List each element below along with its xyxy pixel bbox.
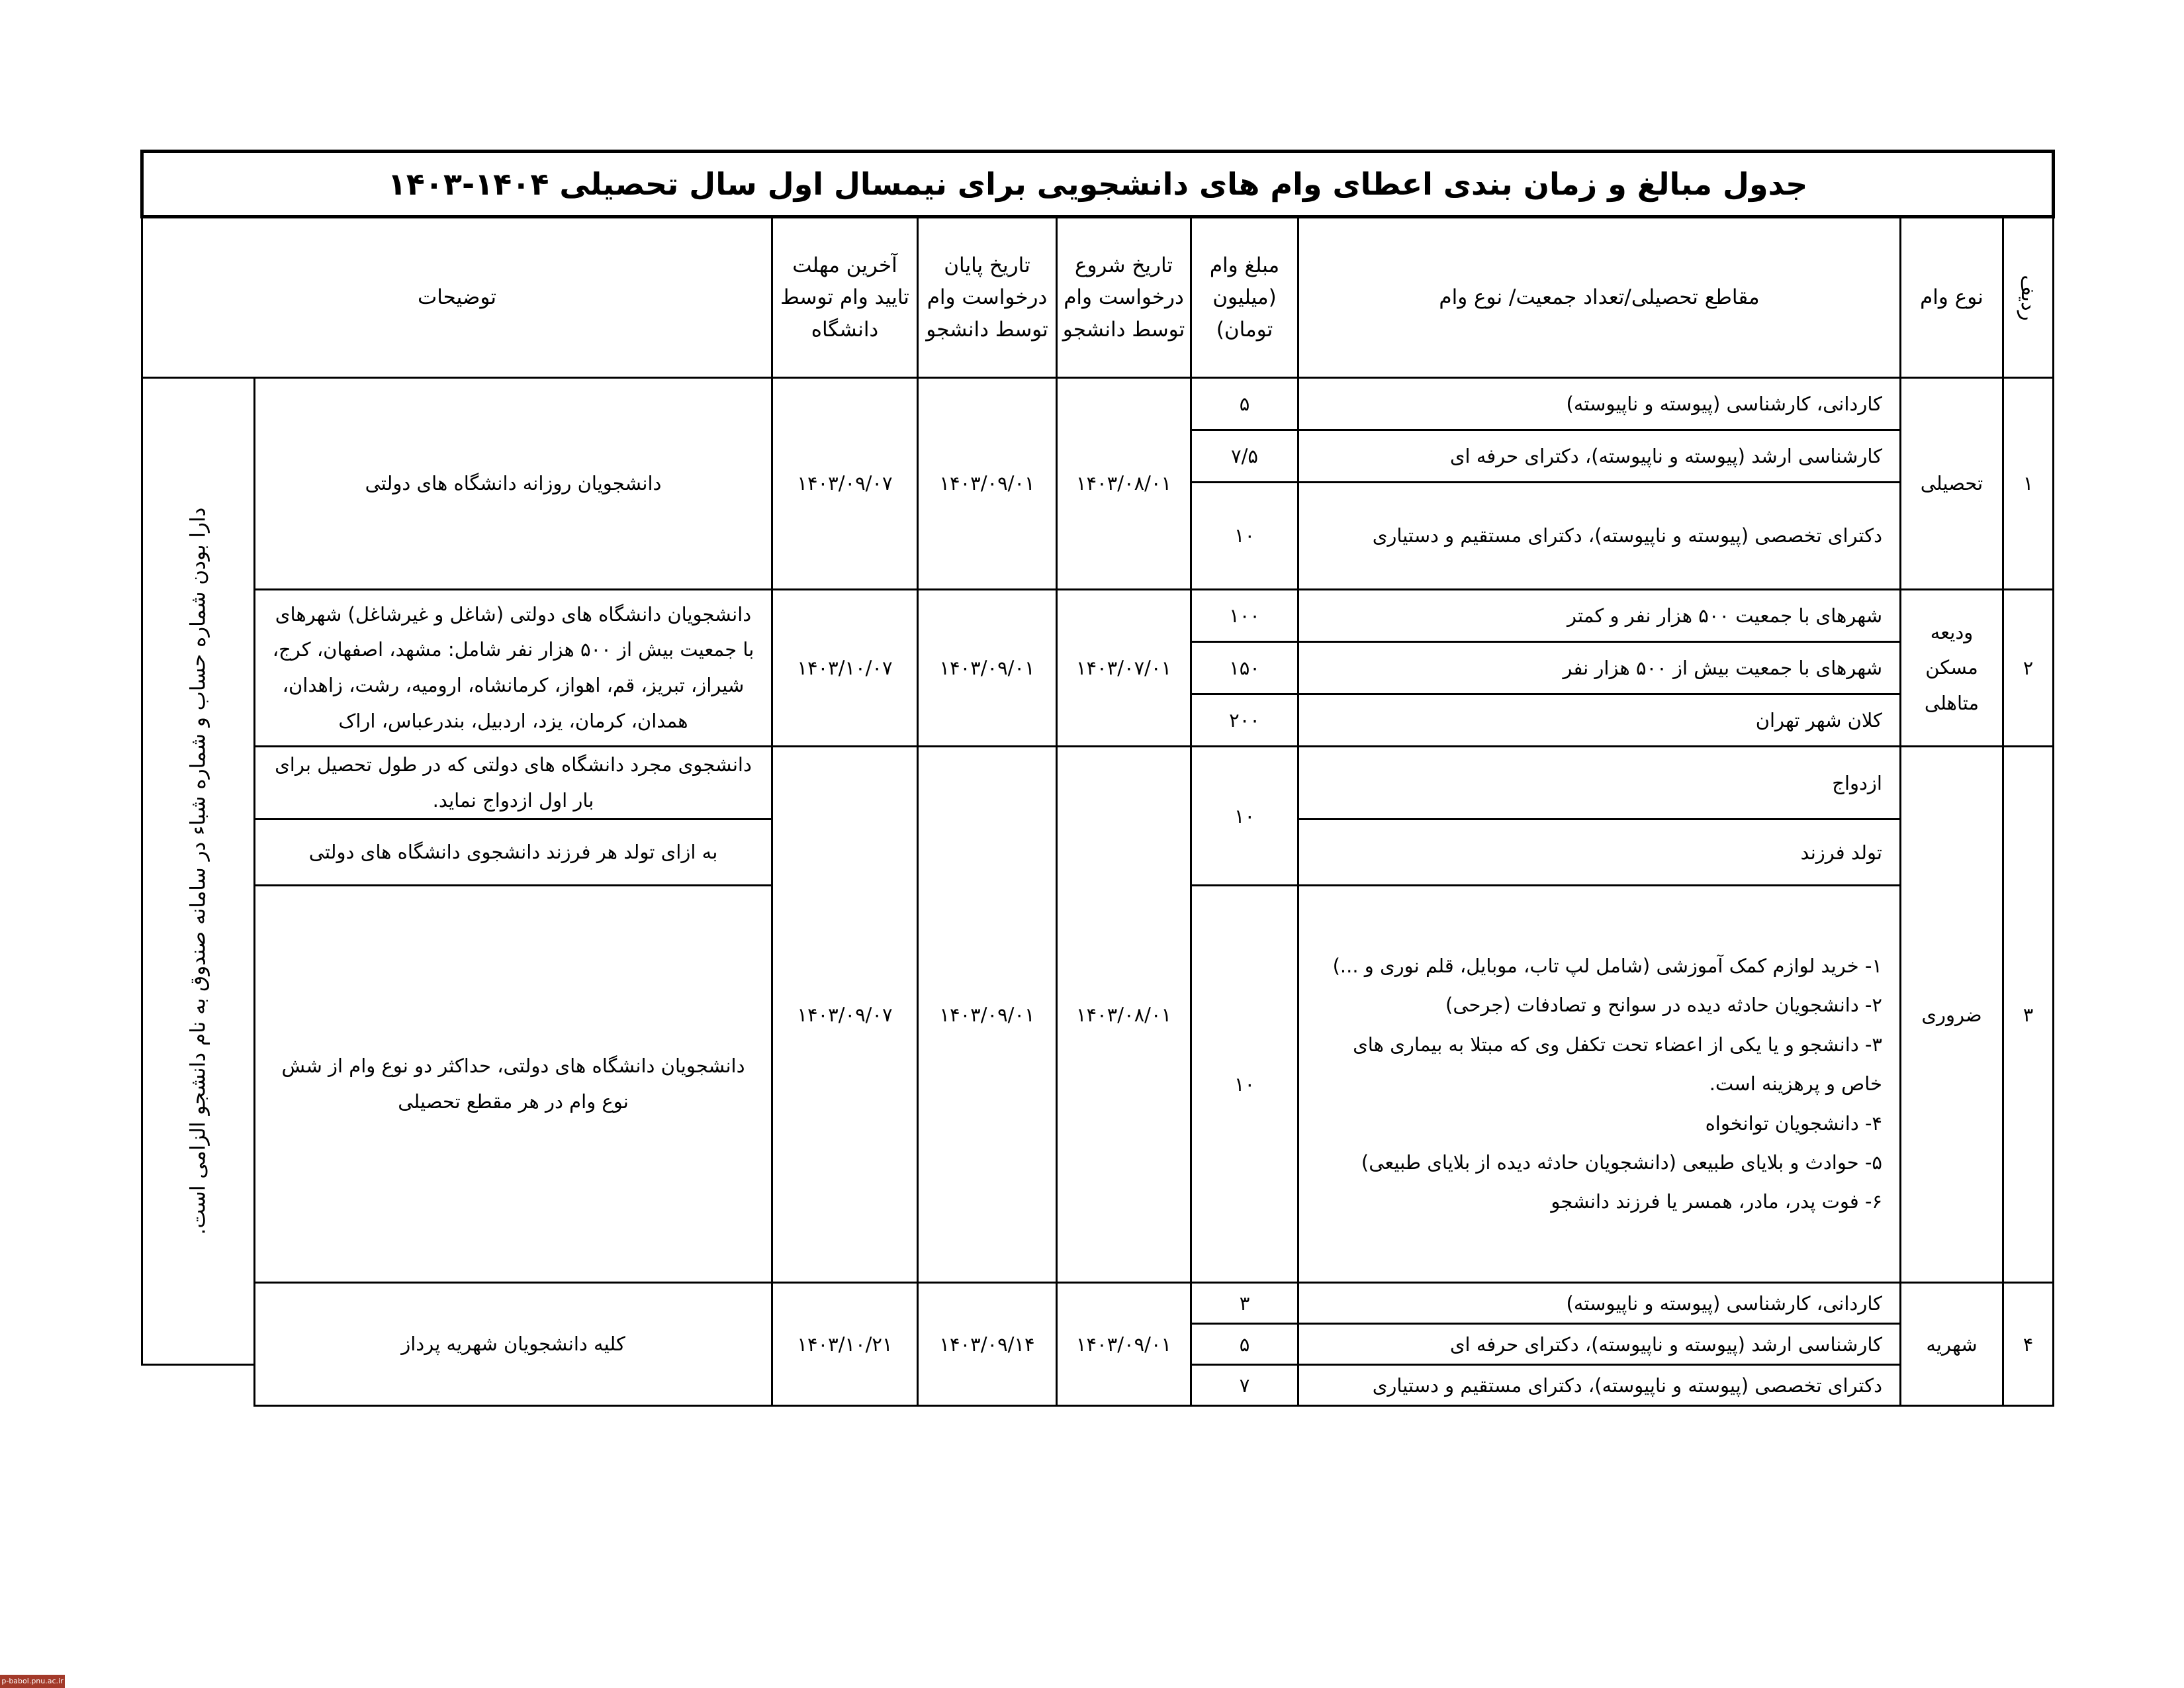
header-deadline: آخرین مهلت تایید وام توسط دانشگاه [772, 217, 918, 378]
start-date-1: ۱۴۰۳/۰۸/۰۱ [1057, 378, 1191, 590]
level-cell: کارشناسی ارشد (پیوسته و ناپیوسته)، دکترای حرفه ای [1298, 1324, 1901, 1365]
list-item: ۱- خرید لوازم کمک آموزشی (شامل لپ تاب، موبایل، قلم نوری و ...) [1332, 954, 1882, 977]
level-cell: کاردانی، کارشناسی (پیوسته و ناپیوسته) [1298, 378, 1901, 430]
header-levels: مقاطع تحصیلی/تعداد جمعیت/ نوع وام [1298, 217, 1901, 378]
radif-1: ۱ [2003, 378, 2054, 590]
start-date-2: ۱۴۰۳/۰۷/۰۱ [1057, 590, 1191, 747]
header-end-date: تاریخ پایان درخواست وام توسط دانشجو [918, 217, 1057, 378]
loan-type-1: تحصیلی [1901, 378, 2003, 590]
end-date-2: ۱۴۰۳/۰۹/۰۱ [918, 590, 1057, 747]
deadline-1: ۱۴۰۳/۰۹/۰۷ [772, 378, 918, 590]
level-cell: دکترای تخصصی (پیوسته و ناپیوسته)، دکترای مستقیم و دستیاری [1298, 1365, 1901, 1406]
loan-type-3: ضروری [1901, 747, 2003, 1283]
level-cell: کاردانی، کارشناسی (پیوسته و ناپیوسته) [1298, 1283, 1901, 1324]
header-radif-label: ردیف [2016, 274, 2040, 321]
level-cell: دکترای تخصصی (پیوسته و ناپیوسته)، دکترای مستقیم و دستیاری [1298, 483, 1901, 590]
note-marriage: دانشجوی مجرد دانشگاه های دولتی که در طول تحصیل برای بار اول ازدواج نماید. [255, 747, 772, 820]
list-item: خاص و پرهزینه است. [1709, 1072, 1882, 1096]
loan-schedule-table [140, 150, 2055, 1407]
amount-cell: ۱۵۰ [1191, 642, 1298, 694]
watermark-link[interactable]: p-babol.pnu.ac.ir [0, 1675, 65, 1688]
note-2: دانشجویان دانشگاه های دولتی (شاغل و غیرشاغل) شهرهای با جمعیت بیش از ۵۰۰ هزار نفر شامل: مشهد، اصفهان، کرج، شیراز، تبریز، قم، اهواز، کرمانشاه، ارومیه، رشت، زاهدان، همدان، کرمان، یزد، اردبیل، بندرعباس، اراک [255, 590, 772, 747]
side-note: دارا بودن شماره حساب و شماره شباء در سامانه صندوق به نام دانشجو الزامی است. [186, 507, 210, 1235]
header-radif [2003, 217, 2054, 378]
list-item: ۴- دانشجویان توانخواه [1705, 1111, 1882, 1135]
amount-cell: ۵ [1191, 378, 1298, 430]
side-note-cell [142, 378, 255, 1365]
amount-cell: ۱۰ [1191, 483, 1298, 590]
note-4: کلیه دانشجویان شهریه پرداز [255, 1283, 772, 1406]
list-item: ۳- دانشجو و یا یکی از اعضاء تحت تکفل وی که مبتلا به بیماری های [1353, 1033, 1882, 1056]
list-item: ۵- حوادث و بلایای طبیعی (دانشجویان حادثه دیده از بلایای طبیعی) [1361, 1150, 1882, 1174]
start-date-4: ۱۴۰۳/۰۹/۰۱ [1057, 1283, 1191, 1406]
amount-cell: ۱۰۰ [1191, 590, 1298, 642]
deadline-4: ۱۴۰۳/۱۰/۲۱ [772, 1283, 918, 1406]
note-child: به ازای تولد هر فرزند دانشجوی دانشگاه های دولتی [255, 820, 772, 886]
amount-cell: ۷/۵ [1191, 430, 1298, 483]
note-essential: دانشجویان دانشگاه های دولتی، حداکثر دو نوع وام از شش نوع وام در هر مقطع تحصیلی [255, 886, 772, 1283]
amount-essential: ۱۰ [1191, 886, 1298, 1283]
page-title: جدول مبالغ و زمان بندی اعطای وام های دانشجویی برای نیمسال اول سال تحصیلی ۱۴۰۴-۱۴۰۳ [142, 152, 2054, 217]
deadline-2: ۱۴۰۳/۱۰/۰۷ [772, 590, 918, 747]
header-amount: مبلغ وام (میلیون تومان) [1191, 217, 1298, 378]
end-date-1: ۱۴۰۳/۰۹/۰۱ [918, 378, 1057, 590]
level-cell: شهرهای با جمعیت بیش از ۵۰۰ هزار نفر [1298, 642, 1901, 694]
end-date-4: ۱۴۰۳/۰۹/۱۴ [918, 1283, 1057, 1406]
loan-type-4: شهریه [1901, 1283, 2003, 1406]
header-start-date: تاریخ شروع درخواست وام توسط دانشجو [1057, 217, 1191, 378]
radif-3: ۳ [2003, 747, 2054, 1283]
deadline-3: ۱۴۰۳/۰۹/۰۷ [772, 747, 918, 1283]
header-notes: توضیحات [142, 217, 772, 378]
amount-cell: ۲۰۰ [1191, 694, 1298, 747]
start-date-3: ۱۴۰۳/۰۸/۰۱ [1057, 747, 1191, 1283]
list-item: ۶- فوت پدر، مادر، همسر یا فرزند دانشجو [1551, 1190, 1882, 1213]
loan-type-2: ودیعه مسکن متاهلی [1901, 590, 2003, 747]
radif-2: ۲ [2003, 590, 2054, 747]
radif-4: ۴ [2003, 1283, 2054, 1406]
level-cell: کارشناسی ارشد (پیوسته و ناپیوسته)، دکترای حرفه ای [1298, 430, 1901, 483]
header-loan-type: نوع وام [1901, 217, 2003, 378]
amount-marriage-child: ۱۰ [1191, 747, 1298, 886]
amount-cell: ۳ [1191, 1283, 1298, 1324]
essential-loan-list [1298, 886, 1901, 1283]
end-date-3: ۱۴۰۳/۰۹/۰۱ [918, 747, 1057, 1283]
level-cell: کلان شهر تهران [1298, 694, 1901, 747]
note-1: دانشجویان روزانه دانشگاه های دولتی [255, 378, 772, 590]
level-cell: شهرهای با جمعیت ۵۰۰ هزار نفر و کمتر [1298, 590, 1901, 642]
amount-cell: ۷ [1191, 1365, 1298, 1406]
level-marriage: ازدواج [1298, 747, 1901, 820]
list-item: ۲- دانشجویان حادثه دیده در سوانح و تصادفات (جرحی) [1445, 994, 1882, 1017]
amount-cell: ۵ [1191, 1324, 1298, 1365]
level-child: تولد فرزند [1298, 820, 1901, 886]
